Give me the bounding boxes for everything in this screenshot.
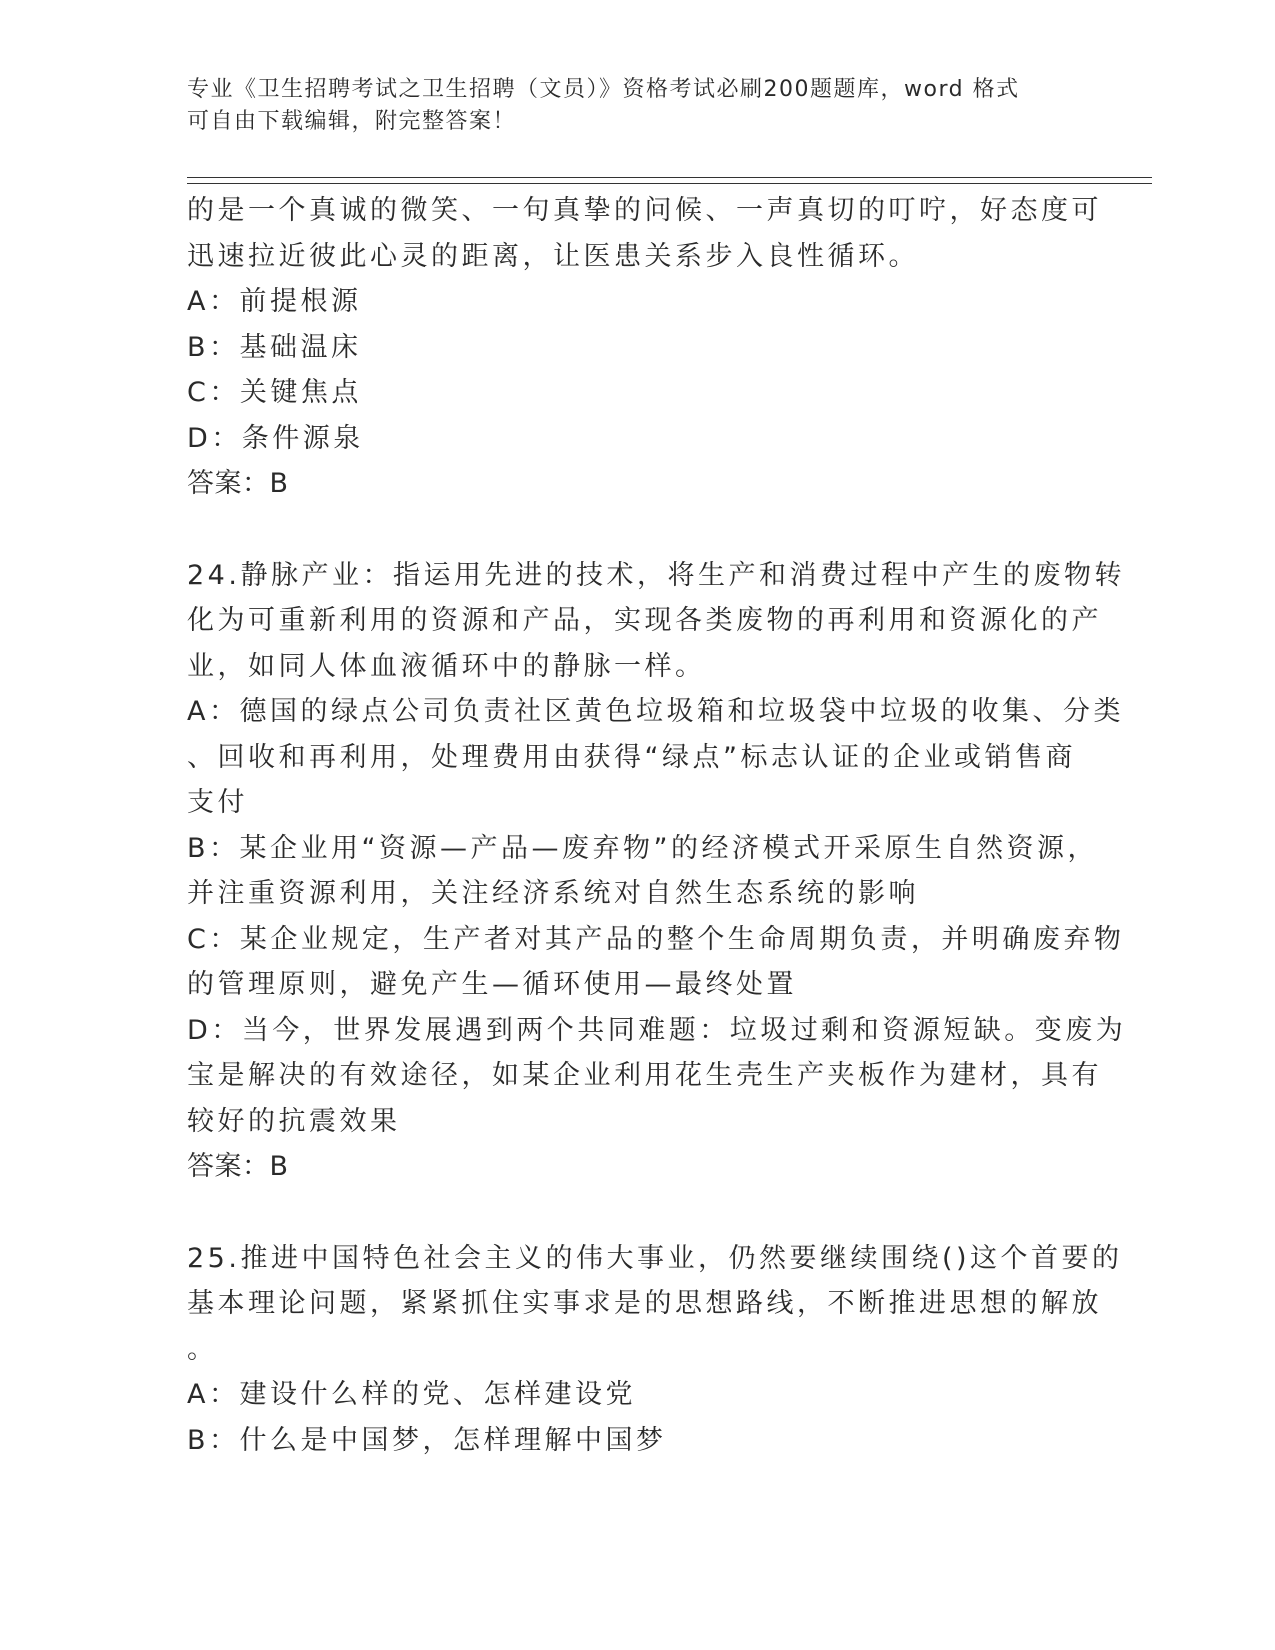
header-line: 可自由下载编辑，附完整答案！ (187, 109, 517, 134)
question-stem-line: 24.静脉产业：指运用先进的技术，将生产和消费过程中产生的废物转 (187, 559, 1125, 591)
option-a: A：前提根源 (187, 286, 362, 317)
question-stem-line: 。 (187, 1333, 218, 1365)
option-c: C：关键焦点 (187, 377, 362, 408)
option-a: A：建设什么样的党、怎样建设党 (187, 1379, 636, 1410)
header-divider (187, 177, 1152, 178)
question-24 (187, 553, 1127, 1190)
option-a: A：德国的绿点公司负责社区黄色垃圾箱和垃圾袋中垃圾的收集、分类 (187, 696, 1124, 727)
question-spacer (187, 507, 1077, 553)
option-a: 支付 (187, 787, 248, 818)
header-divider (187, 183, 1152, 184)
question-25 (187, 1236, 1123, 1464)
option-b: B：某企业用“资源—产品—废弃物”的经济模式开采原生自然资源， (187, 832, 1098, 864)
question-stem-line: 25.推进中国特色社会主义的伟大事业，仍然要继续围绕()这个首要的 (187, 1242, 1123, 1274)
document-header (187, 74, 1067, 138)
question-stem-line: 迅速拉近彼此心灵的距离，让医患关系步入良性循环。 (187, 240, 919, 272)
option-d: D：当今，世界发展遇到两个共同难题：垃圾过剩和资源短缺。变废为 (187, 1014, 1127, 1046)
question-stem-line: 业，如同人体血液循环中的静脉一样。 (187, 650, 706, 682)
question-stem-line: 化为可重新利用的资源和产品，实现各类废物的再利用和资源化的产 (187, 605, 1102, 636)
option-b: B：基础温床 (187, 331, 362, 363)
option-a: 、回收和再利用，处理费用由获得“绿点”标志认证的企业或销售商 (187, 741, 1076, 773)
answer-line: 答案：B (187, 1151, 289, 1182)
header-line: 专业《卫生招聘考试之卫生招聘（文员）》资格考试必刷200题题库，word 格式 (187, 77, 1020, 102)
option-d: D：条件源泉 (187, 422, 364, 454)
option-c: C：某企业规定，生产者对其产品的整个生命周期负责，并明确废弃物 (187, 923, 1125, 955)
option-d: 较好的抗震效果 (187, 1105, 401, 1137)
option-b: B：什么是中国梦，怎样理解中国梦 (187, 1424, 667, 1456)
answer-line: 答案：B (187, 468, 289, 499)
question-23 (187, 188, 1102, 507)
question-stem-line: 的是一个真诚的微笑、一句真挚的问候、一声真切的叮咛，好态度可 (187, 195, 1102, 226)
option-b: 并注重资源利用，关注经济系统对自然生态系统的影响 (187, 878, 919, 909)
option-c: 的管理原则，避免产生—循环使用—最终处置 (187, 969, 797, 1000)
option-d: 宝是解决的有效途径，如某企业利用花生壳生产夹板作为建材，具有 (187, 1060, 1102, 1091)
document-body (187, 188, 1127, 1463)
question-stem-line: 基本理论问题，紧紧抓住实事求是的思想路线，不断推进思想的解放 (187, 1288, 1102, 1319)
question-spacer (187, 1190, 1077, 1236)
